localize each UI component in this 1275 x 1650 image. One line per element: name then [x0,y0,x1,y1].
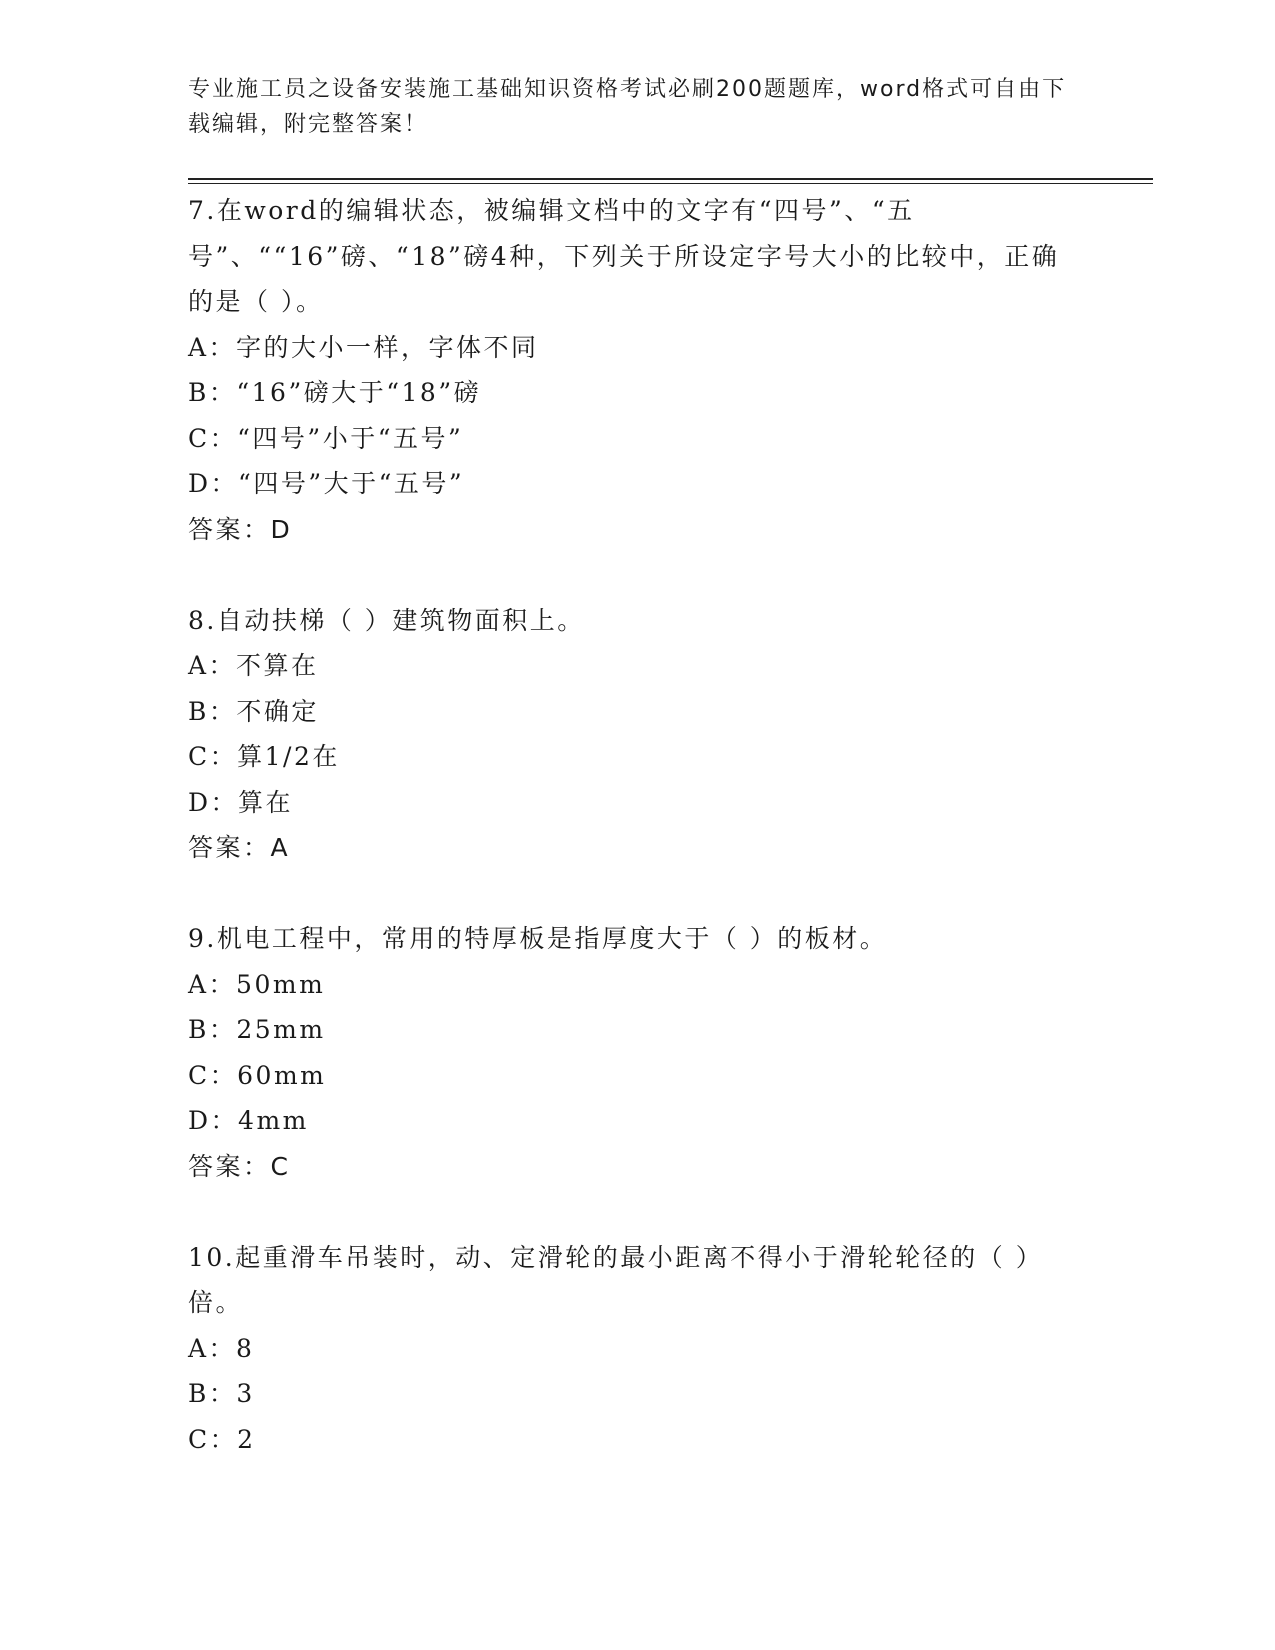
option-a: A：字的大小一样，字体不同 [188,332,539,362]
option-a: A：8 [188,1333,255,1363]
option-d: D：“四号”大于“五号” [188,469,465,498]
option-c: C：“四号”小于“五号” [188,423,464,453]
question-9 [188,916,1078,1189]
question-10 [188,1235,1078,1463]
question-list [188,188,1078,1462]
option-a: A：50mm [188,969,326,999]
option-c: C：2 [188,1424,256,1454]
option-d: D：算在 [188,787,294,817]
header-divider-thick [188,178,1153,180]
question-stem: 10.起重滑车吊装时，动、定滑轮的最小距离不得小于滑轮轮径的（ ）倍。 [188,1242,1044,1317]
document-title: 专业施工员之设备安装施工基础知识资格考试必刷200题题库，word格式可自由下载编辑，附完整答案！ [188,77,1067,137]
option-b: B：“16”磅大于“18”磅 [188,378,482,407]
question-stem: 8.自动扶梯（ ）建筑物面积上。 [188,605,585,635]
option-c: C：60mm [188,1060,327,1090]
option-b: B：3 [188,1379,255,1408]
option-b: B：25mm [188,1015,326,1044]
question-7 [188,188,1078,552]
option-c: C：算1/2在 [188,742,340,771]
document-header [188,72,1088,142]
answer-line: 答案：D [188,514,293,544]
option-d: D：4mm [188,1106,309,1135]
header-divider-thin [188,183,1153,184]
answer-line: 答案：A [188,833,291,862]
option-b: B：不确定 [188,696,319,726]
question-stem: 7.在word的编辑状态，被编辑文档中的文字有“四号”、“五号”、““16”磅、“18”磅4种，下列关于所设定字号大小的比较中，正确的是（ ）。 [188,196,1060,316]
answer-line: 答案：C [188,1151,291,1181]
question-stem: 9.机电工程中，常用的特厚板是指厚度大于（ ）的板材。 [188,924,888,953]
option-a: A：不算在 [188,651,319,680]
question-8 [188,598,1078,871]
